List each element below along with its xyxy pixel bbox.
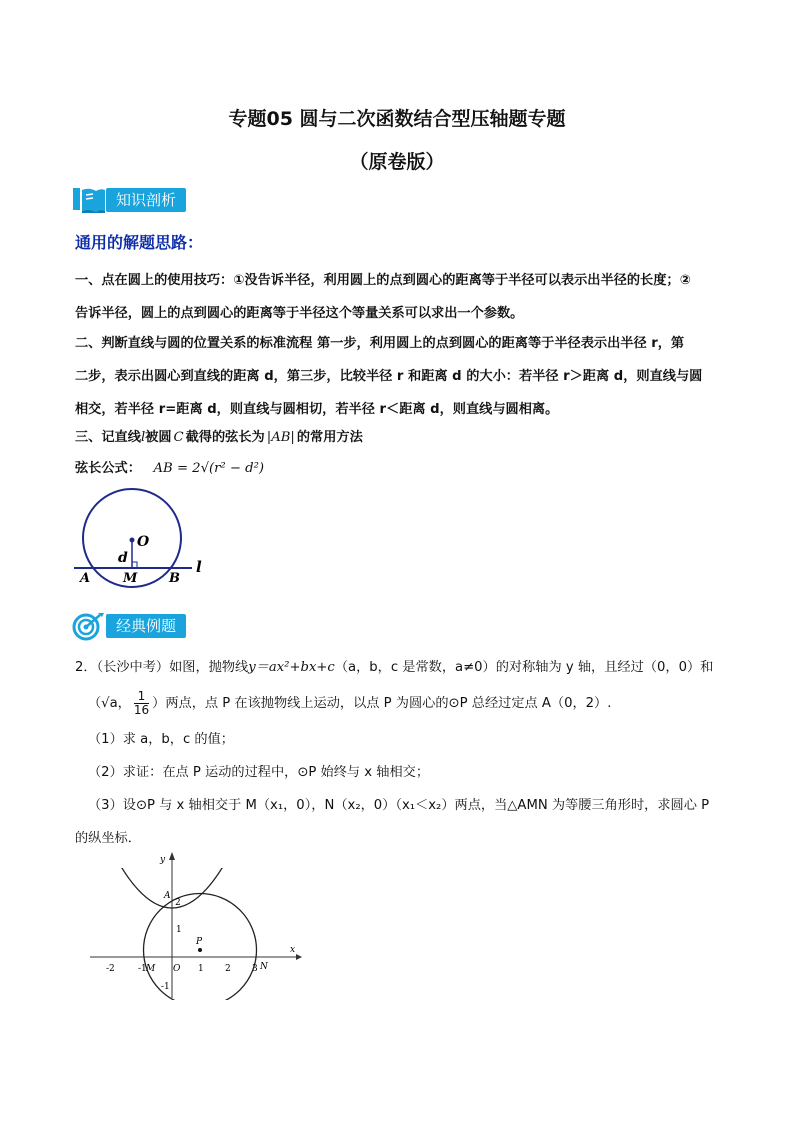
page-subtitle: （原卷版） [349,151,445,173]
circle-line-figure [70,488,220,594]
p3-suffix: 的常用方法 [296,430,363,445]
p3-ab: |AB| [266,430,295,445]
label-d: d [118,550,128,566]
problem-line-1 [75,651,755,684]
section-badge-label: 知识剖析 [106,188,186,212]
p3-line-l: l [140,430,146,445]
page-title: 专题05 圆与二次函数结合型压轴题专题 [228,108,566,130]
x-tick-neg2: -2 [106,964,115,974]
x-tick-1: 1 [198,964,204,974]
y-tick-neg1: -1 [161,982,170,992]
section-badge-examples [72,612,186,640]
label-m-point: M [146,964,156,974]
problem-intro: 2．（长沙中考）如图，抛物线 [75,660,249,675]
question-3: （3）设⊙P 与 x 轴相交于 M（x₁，0），N（x₂，0）（x₁＜x₂）两点，当△AMN 为等腰三角形时，求圆心 P [88,798,710,813]
question-2: （2）求证：在点 P 运动的过程中，⊙P 始终与 x 轴相交； [88,765,430,780]
x-tick-2: 2 [225,964,231,974]
origin-label: O [173,964,181,974]
p3-mid2: 截得的弦长为 [185,430,265,445]
p3-circle-c: C [173,430,184,445]
label-o: O [137,534,150,550]
label-n-point: N [260,962,268,972]
fraction [134,690,149,717]
point-open: （√a， [88,696,131,711]
problem-line-2-rest: ）两点，点 P 在该抛物线上运动，以点 P 为圆心的⊙P 总经过定点 A（0，2）. [152,696,612,711]
y-axis-arrow [169,852,175,860]
fraction-denominator: 16 [133,702,150,717]
chord-formula: AB = 2√(r² − d²) [153,461,265,476]
section-badge-label: 经典例题 [106,614,186,638]
label-a: A [80,571,91,586]
knowledge-paragraph-2 [75,327,745,426]
fraction-numerator: 1 [134,690,149,704]
x-axis-label: x [290,945,296,955]
p1-line2: 告诉半径，圆上的点到圆心的距离等于半径这个等量关系可以求出一个参数。 [75,306,524,321]
label-a-point: A [164,891,171,901]
y-axis-label: y [160,855,166,865]
p1-line1: 一、点在圆上的使用技巧：①没告诉半径，利用圆上的点到圆心的距离等于半径可以表示出半径的长度；② [75,273,691,288]
y-tick-2: 2 [175,898,181,908]
question-3-cont: 的纵坐标． [75,831,141,846]
question-1: （1）求 a，b，c 的值； [88,732,234,747]
knowledge-paragraph-1 [75,264,745,330]
parabola-circle-graph [90,848,306,1000]
target-icon [72,611,106,641]
label-p-point: P [196,937,203,947]
method-heading: 通用的解题思路： [75,233,204,252]
p2-line2: 二步，表示出圆心到直线的距离 d，第三步，比较半径 r 和距离 d 的大小：若半径 r＞距离 d，则直线与圆 [75,369,703,384]
x-axis-arrow [296,954,302,960]
problem-intro-rest: （a，b，c 是常数，a≠0）的对称轴为 y 轴，且经过（0，0）和 [334,660,714,675]
point-p [198,948,202,952]
y-tick-1: 1 [176,925,182,935]
parabola-equation: y＝ax²+bx+c [248,660,335,675]
problem-line-2 [88,687,748,720]
p3-mid: 被圆 [145,430,172,445]
book-icon [72,186,106,214]
section-badge-knowledge [72,186,186,214]
label-b: B [169,571,180,586]
chord-label: 弦长公式： [75,461,141,476]
x-tick-neg1: -1 [138,964,147,974]
label-m: M [123,571,138,586]
p2-line3: 相交，若半径 r=距离 d，则直线与圆相切，若半径 r＜距离 d，则直线与圆相离。 [75,402,559,417]
x-tick-3: 3 [252,964,258,974]
p3-prefix: 三、记直线 [75,430,141,445]
chord-formula-row [75,457,264,476]
label-l: l [196,558,202,576]
center-point [130,538,135,543]
knowledge-paragraph-3 [75,421,745,454]
p2-line1: 二、判断直线与圆的位置关系的标准流程 第一步，利用圆上的点到圆心的距离等于半径表示出半径 r，第 [75,336,685,351]
